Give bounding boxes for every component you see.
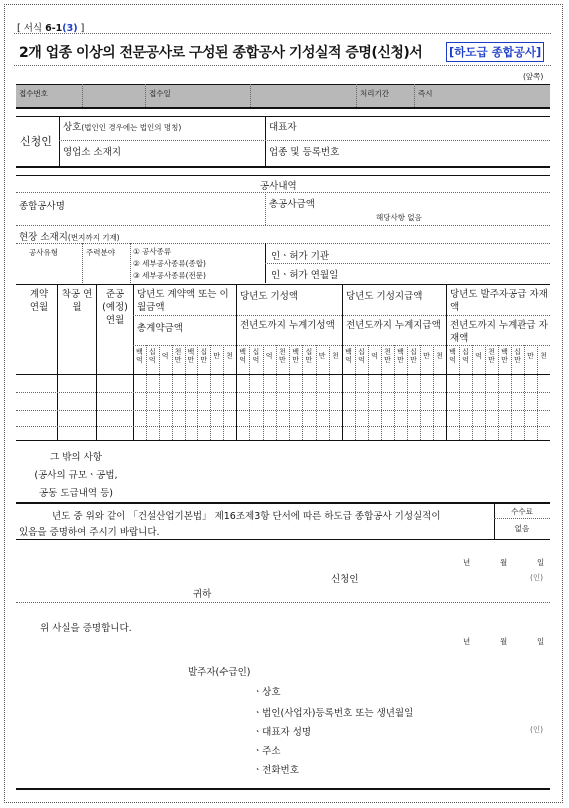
main-field-label: 주력분야 [86, 248, 115, 257]
unit-label-4-5: 백 만 [501, 348, 508, 364]
applicant-sign-label: 신청인 [331, 574, 359, 585]
apply-day-label: 일 [537, 558, 545, 567]
construction-section-label: 공사내역 [260, 181, 297, 192]
unit-label-2-5: 백 만 [292, 348, 299, 364]
unit-label-2-8: 천 [331, 352, 339, 360]
unit-label-2-1: 백 억 [239, 348, 246, 364]
site-address-label: 현장 소재지(번지까지 기재) [19, 232, 120, 243]
unit-label-1-7: 만 [213, 352, 221, 360]
completion-date-header: 준공 (예정) 연월 [102, 289, 128, 326]
unit-label-1-5: 백 만 [187, 348, 195, 364]
start-date-header: 착공 연월 [61, 289, 93, 313]
prev-owner-supply-header: 전년도까지 누계관급 자재액 [450, 320, 548, 344]
unit-label-4-1: 백 억 [449, 348, 456, 364]
fee-label: 수수료 [511, 507, 533, 516]
form-number: [ 서식 6-1(3) ] [17, 23, 85, 34]
unit-label-2-3: 억 [265, 352, 273, 360]
unit-label-3-7: 만 [423, 352, 430, 360]
unit-label-3-6: 십 만 [410, 348, 417, 364]
unit-label-2-4: 천 만 [278, 348, 286, 364]
certify-statement: 위 사실을 증명합니다. [40, 623, 132, 634]
construction-type-label: 공사유형 [29, 248, 58, 257]
issuer-address: ㆍ주소 [253, 746, 281, 757]
processing-period-label: 처리기간 [360, 89, 389, 98]
prev-cumulative-completed-header: 전년도까지 누계기성액 [240, 320, 335, 331]
unit-label-4-6: 십 만 [514, 348, 521, 364]
issuer-seal-mark: (인) [530, 725, 544, 734]
unit-label-3-5: 백 만 [397, 348, 404, 364]
receipt-number-label: 접수번호 [19, 89, 48, 98]
total-contract-header: 총계약금액 [137, 323, 183, 334]
cert-month-label: 월 [500, 637, 508, 646]
other-matters-line3: 공동 도급내역 등) [39, 488, 113, 499]
other-matters-line1: 그 밖의 사항 [50, 452, 102, 463]
unit-label-1-8: 천 [226, 352, 233, 360]
contract-amount-header: 당년도 계약액 또는 이월금액 [137, 289, 229, 313]
front-side-label: (앞쪽) [523, 72, 544, 81]
applicant-section-label: 신청인 [20, 135, 52, 148]
unit-label-3-2: 십 억 [358, 348, 365, 364]
issuer-title: 발주자(수급인) [188, 667, 251, 678]
unit-label-1-6: 십 만 [200, 348, 208, 364]
unit-label-3-1: 백 억 [345, 348, 352, 364]
issuer-representative: ㆍ대표자 성명 [253, 727, 312, 738]
representative-label: 대표자 [269, 122, 297, 133]
cert-year-label: 년 [463, 637, 471, 646]
prev-cumulative-paid-header: 전년도까지 누계지급액 [346, 320, 441, 331]
receipt-date-label: 접수일 [149, 89, 171, 98]
subcontract-badge: [하도급 종합공사] [446, 42, 544, 62]
trade-name-label: 상호(법인인 경우에는 법인의 명칭) [63, 122, 182, 133]
form-title: 2개 업종 이상의 전문공사로 구성된 종합공사 기성실적 증명(신청)서 [19, 45, 423, 61]
unit-label-3-8: 천 [436, 352, 443, 360]
unit-label-4-7: 만 [527, 352, 534, 360]
permit-date-label: 인ㆍ허가 연월일 [271, 270, 339, 281]
paid-amount-header: 당년도 기성지급액 [346, 291, 423, 302]
fee-value: 없음 [514, 524, 530, 533]
total-amount-label: 총공사금액 [269, 199, 315, 210]
unit-label-4-3: 억 [475, 352, 482, 360]
issuer-registration: ㆍ법인(사업자)등록번호 또는 생년월일 [253, 708, 414, 719]
unit-label-4-4: 천 만 [488, 348, 495, 364]
issuer-phone: ㆍ전화번호 [253, 765, 299, 776]
recipient-label: 귀하 [193, 589, 212, 600]
unit-label-1-3: 억 [161, 352, 169, 360]
unit-label-4-2: 십 억 [462, 348, 469, 364]
unit-label-4-8: 천 [540, 352, 547, 360]
request-text-line1: 년도 중 위와 같이 「건설산업기본법」 제16조제3항 단서에 따른 하도급 종합공사 기성실적이 [52, 511, 441, 522]
cert-day-label: 일 [537, 637, 545, 646]
company-name-label: 종합공사명 [19, 201, 65, 212]
unit-label-1-4: 천 만 [174, 348, 182, 364]
unit-label-1-1: 백 억 [136, 348, 143, 364]
office-address-label: 영업소 소재지 [63, 147, 122, 158]
applicant-seal-mark: (인) [530, 573, 544, 582]
unit-label-3-3: 억 [371, 352, 378, 360]
unit-label-2-7: 만 [318, 352, 326, 360]
issuer-trade-name: ㆍ상호 [253, 687, 281, 698]
apply-year-label: 년 [463, 558, 471, 567]
type-option-3: ③ 세부공사종류(전문) [133, 271, 206, 280]
type-option-2: ② 세부공사종류(종합) [133, 259, 206, 268]
unit-label-1-2: 십 억 [148, 348, 156, 364]
owner-supply-header: 당년도 발주자공급 자재액 [450, 289, 548, 313]
request-text-line2: 있음을 증명하여 주시기 바랍니다. [19, 527, 160, 538]
unit-label-3-4: 천 만 [384, 348, 391, 364]
completed-amount-header: 당년도 기성액 [240, 291, 299, 302]
unit-label-2-6: 십 만 [305, 348, 313, 364]
unit-label-2-2: 십 억 [252, 348, 260, 364]
contract-date-header: 계약 연월 [29, 289, 49, 313]
permit-agency-label: 인ㆍ허가 기관 [271, 251, 330, 262]
receipt-row [16, 84, 550, 107]
total-amount-note: 해당사항 없음 [376, 213, 422, 222]
business-registration-label: 업종 및 등록번호 [269, 147, 340, 158]
apply-month-label: 월 [500, 558, 508, 567]
type-option-1: ① 공사종류 [133, 247, 172, 256]
processing-period-value: 즉시 [418, 89, 433, 98]
other-matters-line2: (공사의 규모ㆍ공법, [34, 470, 118, 481]
